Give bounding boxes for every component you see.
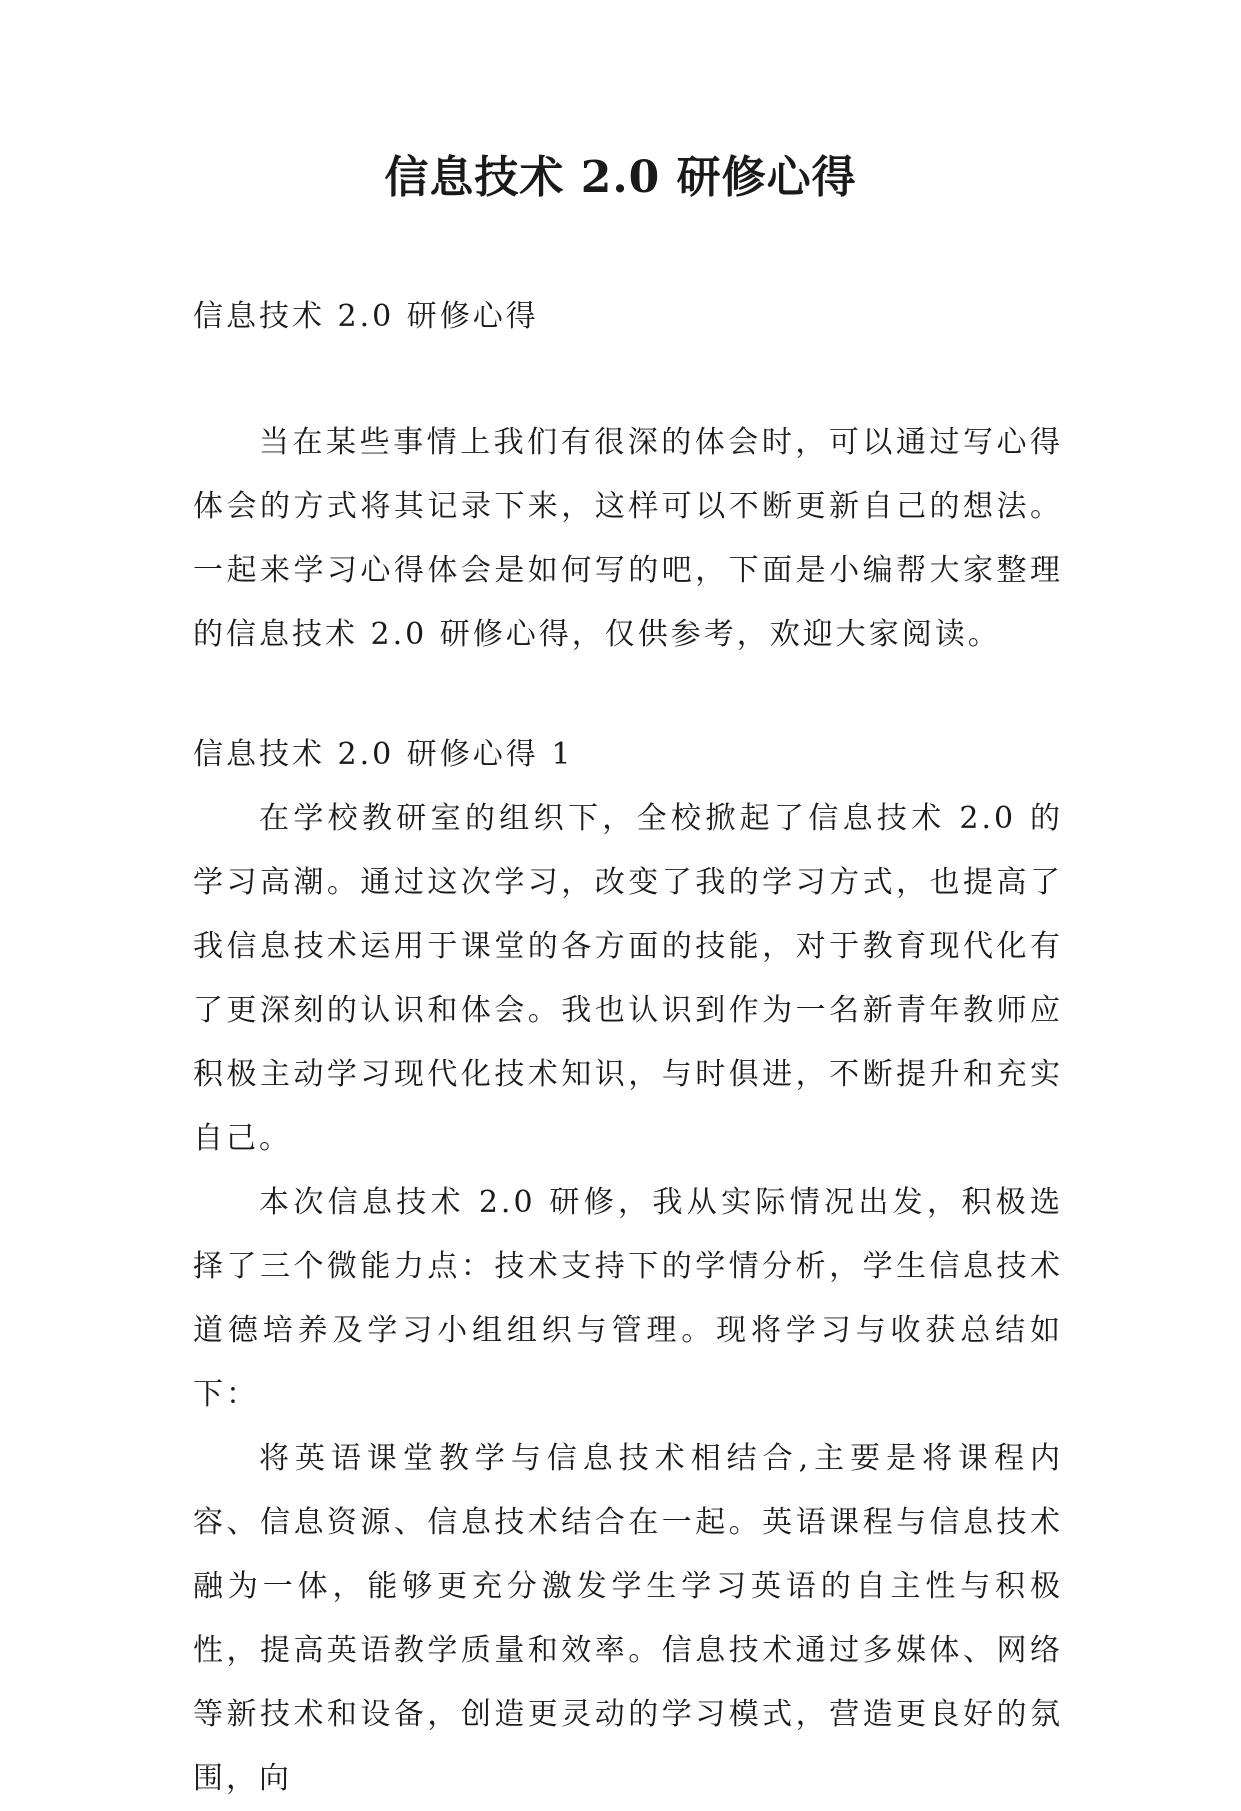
intro-paragraph: 当在某些事情上我们有很深的体会时，可以通过写心得体会的方式将其记录下来，这样可以不断更新自己的想法。一起来学习心得体会是如何写的吧，下面是小编帮大家整理的信息技术 2.0 研修心得，仅供参考，欢迎大家阅读。 xyxy=(193,425,1063,652)
section-heading: 信息技术 2.0 研修心得 1 xyxy=(193,737,574,772)
body-paragraph-3: 将英语课堂教学与信息技术相结合,主要是将课程内容、信息资源、信息技术结合在一起。英语课程与信息技术融为一体，能够更充分激发学生学习英语的自主性与积极性，提高英语教学质量和效率。信息技术通过多媒体、网络等新技术和设备，创造更灵动的学习模式，营造更良好的氛围，向 xyxy=(193,1441,1063,1796)
document-subtitle: 信息技术 2.0 研修心得 xyxy=(193,299,539,334)
body-paragraph-2: 本次信息技术 2.0 研修，我从实际情况出发，积极选择了三个微能力点：技术支持下的学情分析，学生信息技术道德培养及学习小组组织与管理。现将学习与收获总结如下： xyxy=(193,1185,1063,1412)
spacer xyxy=(193,349,1063,411)
document-body xyxy=(193,285,1063,1811)
spacer xyxy=(193,667,1063,723)
body-paragraph-1: 在学校教研室的组织下，全校掀起了信息技术 2.0 的学习高潮。通过这次学习，改变了我的学习方式，也提高了我信息技术运用于课堂的各方面的技能，对于教育现代化有了更深刻的认识和体会。我也认识到作为一名新青年教师应积极主动学习现代化技术知识，与时俱进，不断提升和充实自己。 xyxy=(193,801,1063,1156)
document-title: 信息技术 2.0 研修心得 xyxy=(384,152,857,203)
